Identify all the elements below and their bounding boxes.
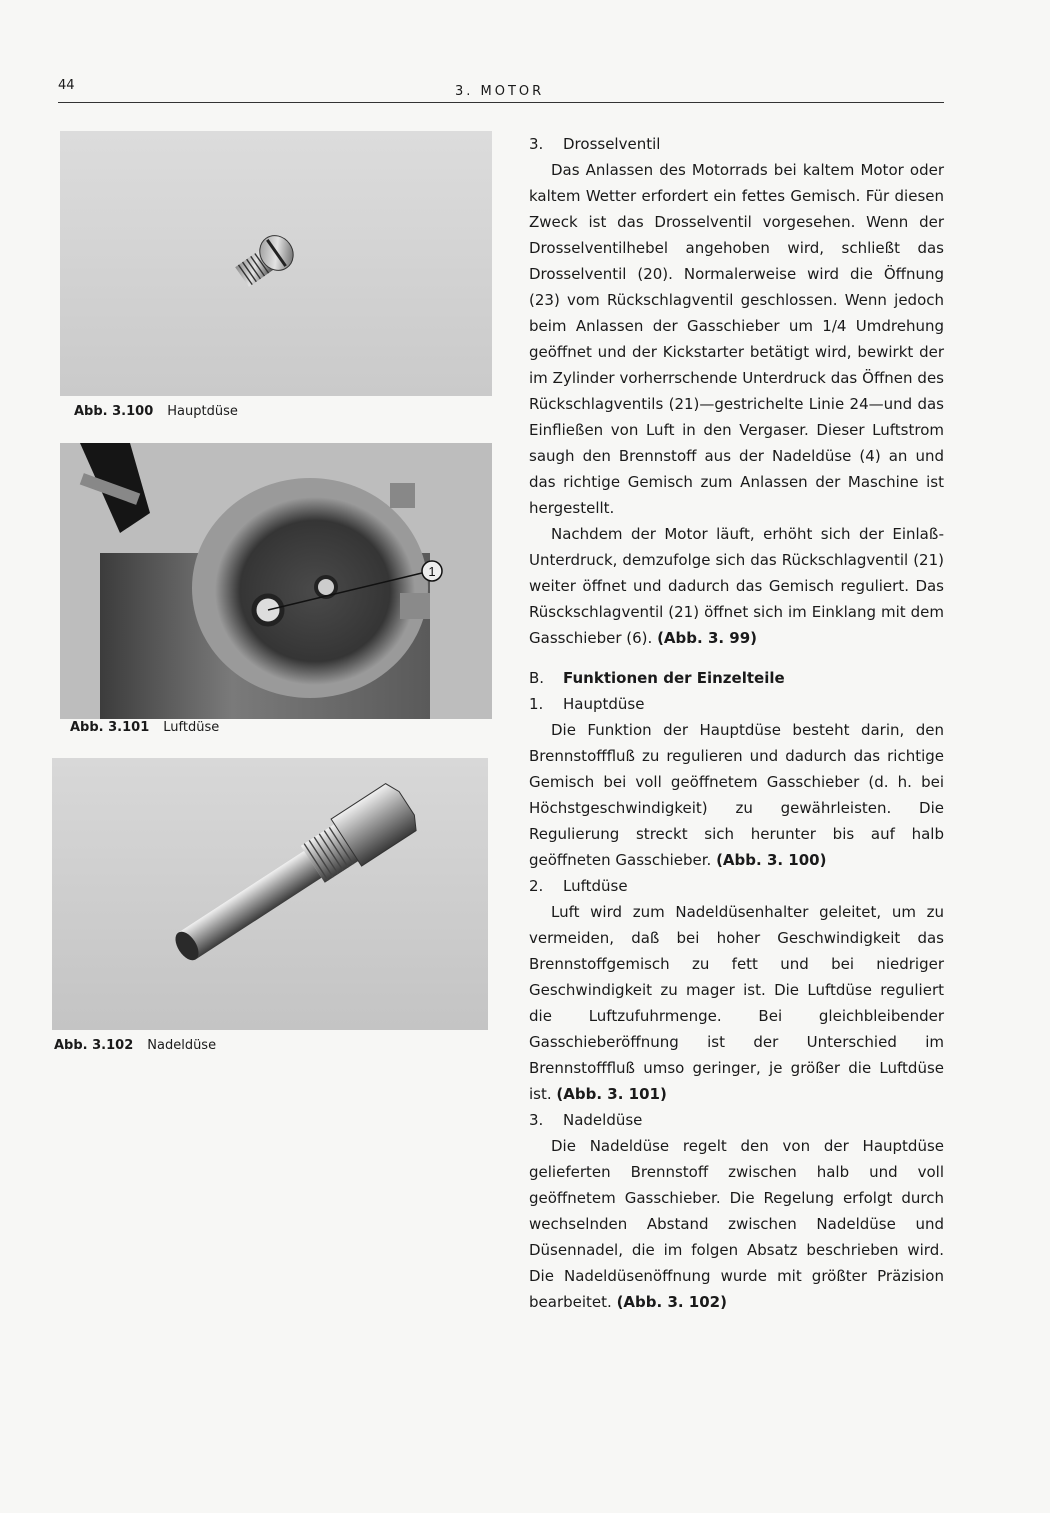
subsection-heading (529, 691, 944, 717)
figure-reference: (Abb. 3. 100) (716, 851, 827, 869)
figure-title: Nadeldüse (147, 1038, 217, 1053)
subsection-title: Hauptdüse (563, 695, 645, 713)
subsection-number: 3. (529, 1111, 544, 1129)
section-heading (529, 131, 944, 157)
figure-label: Abb. 3.102 (54, 1038, 134, 1053)
paragraph (529, 1133, 944, 1315)
figure-title: Hauptdüse (167, 404, 238, 419)
figure-needle-jet-photo (52, 758, 488, 1030)
callout-number: 1 (428, 564, 436, 579)
section-title: Drosselventil (563, 135, 661, 153)
paragraph (529, 521, 944, 651)
paragraph-text: Die Funktion der Hauptdüse besteht darin, den Brennstofffluß zu regulieren und dadurch das richtige Gemisch bei voll geöffnetem Gasschieber (d. h. bei Höchstgeschwindigkeit) zu gewährleisten. Die Regulierung streckt sich herunter bis auf halb geöffneten Gasschieber. (529, 721, 944, 869)
paragraph (529, 717, 944, 873)
figure-caption (74, 404, 238, 419)
figure-caption (70, 720, 219, 735)
figure-caption (54, 1038, 216, 1053)
figure-air-jet-photo (60, 443, 492, 719)
subsection-number: 2. (529, 877, 544, 895)
figure-reference: (Abb. 3. 101) (556, 1085, 667, 1103)
figure-label: Abb. 3.100 (74, 404, 154, 419)
paragraph-text: Luft wird zum Nadeldüsenhalter geleitet, um zu vermeiden, daß bei hoher Geschwindigkeit das Brennstoffgemisch zu fett und bei niedriger Geschwindigkeit zu mager ist. Die Luftdüse reguliert die Luftzufuhrmenge. Bei gleichbleibender Gasschieberöffnung ist der Unterschied im Brennstofffluß umso geringer, je größer die Luftdüse ist. (529, 903, 944, 1103)
subsection-title: Luftdüse (563, 877, 628, 895)
figure-title: Luftdüse (163, 720, 220, 735)
running-head: 3. MOTOR (455, 84, 545, 99)
page-number: 44 (58, 78, 75, 93)
section-heading-b (529, 665, 944, 691)
figure-reference: (Abb. 3. 99) (657, 629, 758, 647)
section-title: Funktionen der Einzelteile (563, 669, 785, 687)
subsection-title: Nadeldüse (563, 1111, 643, 1129)
paragraph-text: Die Nadeldüse regelt den von der Hauptdüse gelieferten Brennstoff zwischen halb und voll geöffnetem Gasschieber. Die Regelung erfolgt durch wechselnden Abstand zwischen Nadeldüse und Düsennadel, die im folgen Absatz beschrieben wird. Die Nadeldüsenöffnung wurde mit größter Präzision bearbeitet. (529, 1137, 944, 1311)
section-number: 3. (529, 135, 544, 153)
text-column (529, 131, 944, 1315)
subsection-heading (529, 873, 944, 899)
paragraph-text: Nachdem der Motor läuft, erhöht sich der Einlaß-Unterdruck, demzufolge sich das Rückschlagventil (21) weiter öffnet und dadurch das Gemisch reguliert. Das Rüsckschlagventil (21) öffnet sich im Einklang mit dem Gasschieber (6). (529, 525, 944, 647)
figure-reference: (Abb. 3. 102) (616, 1293, 727, 1311)
subsection-heading (529, 1107, 944, 1133)
paragraph (529, 899, 944, 1107)
paragraph: Das Anlassen des Motorrads bei kaltem Motor oder kaltem Wetter erfordert ein fettes Gemisch. Für diesen Zweck ist das Drosselventil vorgesehen. Wenn der Drosselventilhebel angehoben wird, schließt das Drosselventil (20). Normalerweise wird die Öffnung (23) vom Rückschlagventil geschlossen. Wenn jedoch beim Anlassen der Gasschieber um 1/4 Umdrehung geöffnet und der Kickstarter betätigt wird, bewirkt der im Zylinder vorherrschende Unterdruck das Öffnen des Rückschlagventils (21)—gestrichelte Linie 24—und das Einfließen von Luft in den Vergaser. Dieser Luftstrom saugh den Brennstoff aus der Nadeldüse (4) an und das richtige Gemisch zum Anlassen der Maschine ist hergestellt. (529, 161, 944, 517)
figure-main-jet-photo (60, 131, 492, 396)
figure-label: Abb. 3.101 (70, 720, 150, 735)
section-number: B. (529, 669, 545, 687)
header-rule (58, 102, 944, 103)
subsection-number: 1. (529, 695, 544, 713)
